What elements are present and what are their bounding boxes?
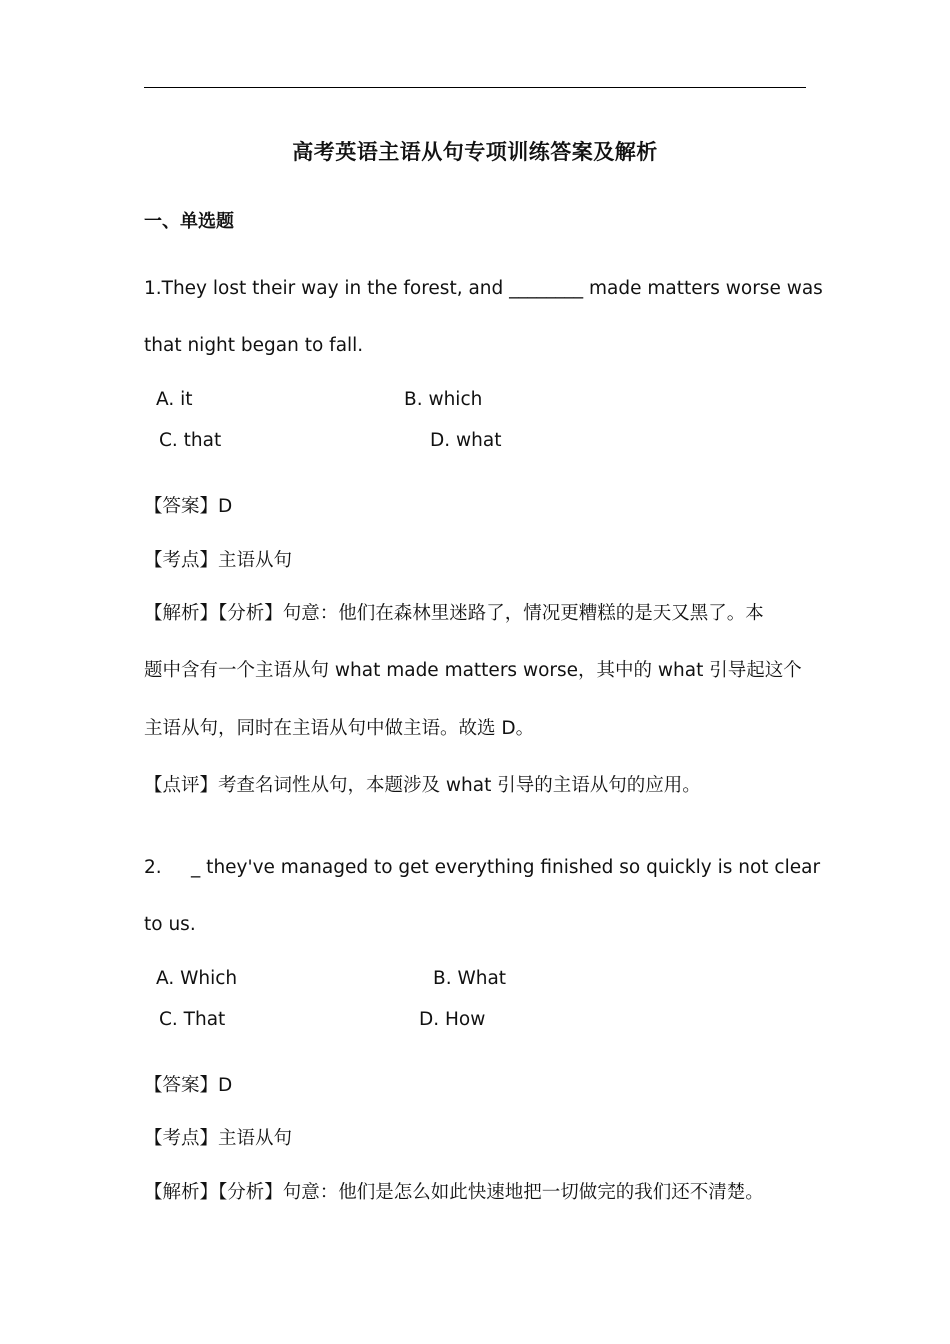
question-stem: 1.They lost their way in the forest, and ________ made matters worse was (144, 278, 823, 299)
document-title: 高考英语主语从句专项训练答案及解析 (292, 140, 658, 164)
option-a: A. Which (156, 968, 238, 989)
comment: 【点评】考查名词性从句，本题涉及 what 引导的主语从句的应用。 (144, 775, 701, 796)
key-point: 【考点】主语从句 (144, 1128, 293, 1149)
key-point: 【考点】主语从句 (144, 550, 293, 571)
header-rule (144, 87, 806, 88)
option-d: D. How (419, 1009, 486, 1030)
answer: 【答案】D (144, 496, 233, 517)
option-a: A. it (156, 389, 193, 410)
question-stem: to us. (144, 914, 196, 935)
option-c: C. That (159, 1009, 226, 1030)
analysis: 【解析】【分析】句意：他们是怎么如此快速地把一切做完的我们还不清楚。 (144, 1182, 764, 1203)
option-c: C. that (159, 430, 222, 451)
question-stem: that night began to fall. (144, 335, 364, 356)
option-b: B. which (404, 389, 483, 410)
answer: 【答案】D (144, 1075, 233, 1096)
question-stem: 2. _ they've managed to get everything finished so quickly is not clear (144, 857, 821, 878)
analysis: 主语从句，同时在主语从句中做主语。故选 D。 (144, 718, 535, 739)
analysis: 【解析】【分析】句意：他们在森林里迷路了，情况更糟糕的是天又黑了。本 (144, 603, 764, 624)
analysis: 题中含有一个主语从句 what made matters worse，其中的 what 引导起这个 (144, 660, 802, 681)
section-heading: 一、单选题 (144, 211, 234, 232)
option-b: B. What (433, 968, 507, 989)
option-d: D. what (430, 430, 502, 451)
